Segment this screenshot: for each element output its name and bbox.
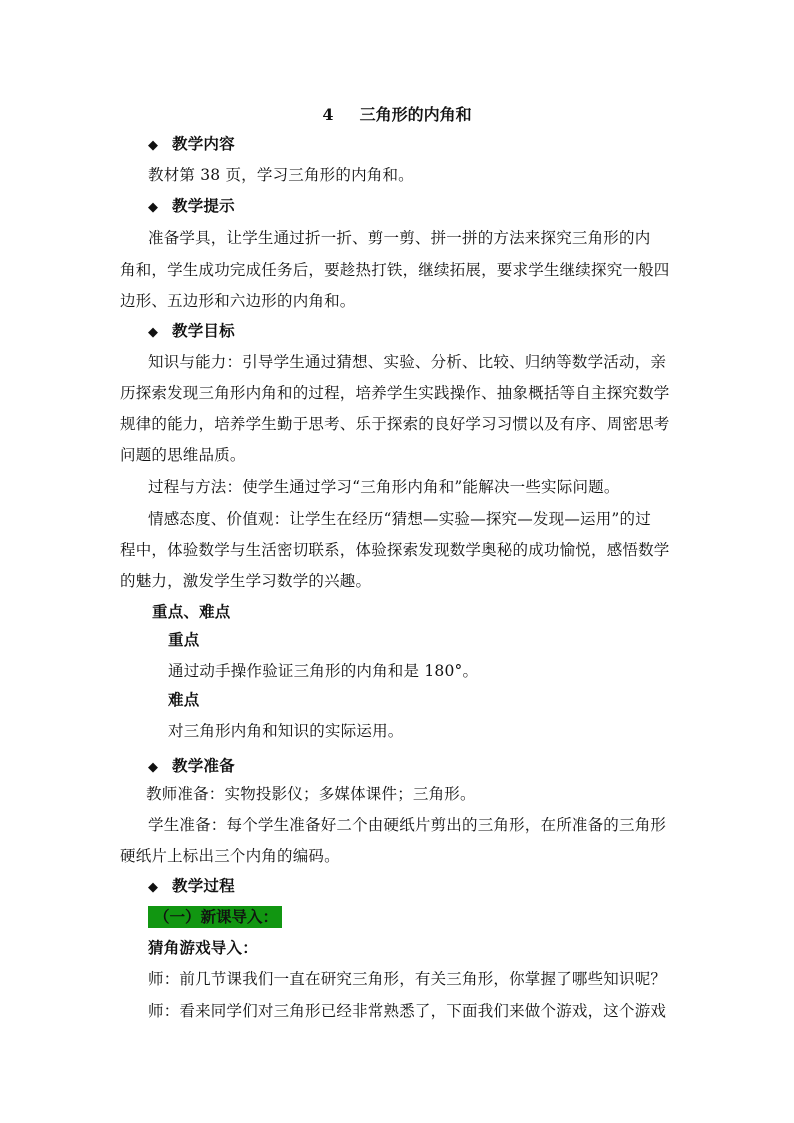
difficulty-label: 难点	[168, 690, 200, 709]
content-line: 教材第 38 页，学习三角形的内角和。	[148, 166, 414, 184]
heading-text: 教学内容	[172, 134, 235, 153]
goals-line: 问题的思维品质。	[120, 446, 246, 464]
new-lesson-banner: （一）新课导入：	[148, 906, 282, 928]
section-heading-process	[148, 876, 708, 898]
process-line: 师：看来同学们对三角形已经非常熟悉了，下面我们来做个游戏，这个游戏	[148, 1002, 667, 1020]
diamond-bullet-icon: ◆	[148, 138, 159, 153]
section-heading-prep	[148, 756, 708, 778]
diamond-bullet-icon: ◆	[148, 200, 159, 215]
tips-line: 角和，学生成功完成任务后，要趁热打铁，继续拓展，要求学生继续探究一般四	[120, 261, 670, 279]
title-text: 三角形的内角和	[359, 105, 472, 124]
prep-line: 学生准备：每个学生准备好二个由硬纸片剪出的三角形，在所准备的三角形	[148, 816, 667, 834]
section-heading-tips	[148, 196, 708, 218]
difficulty-text: 对三角形内角和知识的实际运用。	[168, 722, 404, 740]
heading-text: 教学提示	[172, 196, 235, 215]
process-line: 师：前几节课我们一直在研究三角形，有关三角形，你掌握了哪些知识呢？	[148, 970, 667, 988]
section-heading-key-points: 重点、难点	[152, 602, 231, 621]
goals-line: 历探索发现三角形内角和的过程，培养学生实践操作、抽象概括等自主探究数学	[120, 384, 670, 402]
section-heading-goals	[148, 321, 708, 343]
game-label: 猜角游戏导入：	[148, 938, 258, 957]
heading-text: 教学准备	[172, 756, 235, 775]
title-number: 4	[322, 105, 334, 124]
diamond-bullet-icon: ◆	[148, 880, 159, 895]
goals-line: 的魅力，激发学生学习数学的兴趣。	[120, 572, 372, 590]
key-label: 重点	[168, 630, 200, 649]
heading-text: 教学目标	[172, 321, 235, 340]
key-text: 通过动手操作验证三角形的内角和是 180°。	[168, 662, 479, 680]
prep-line: 教师准备：实物投影仪；多媒体课件；三角形。	[146, 785, 476, 803]
tips-line: 边形、五边形和六边形的内角和。	[120, 292, 356, 310]
tips-line: 准备学具，让学生通过折一折、剪一剪、拼一拼的方法来探究三角形的内	[148, 229, 651, 247]
goals-line: 情感态度、价值观：让学生在经历“猜想—实验—探究—发现—运用”的过	[148, 510, 651, 528]
prep-line: 硬纸片上标出三个内角的编码。	[120, 847, 340, 865]
heading-text: 教学过程	[172, 876, 235, 895]
goals-line: 知识与能力：引导学生通过猜想、实验、分析、比较、归纳等数学活动，亲	[148, 353, 667, 371]
diamond-bullet-icon: ◆	[148, 760, 159, 775]
section-heading-content	[148, 134, 708, 156]
goals-line: 规律的能力，培养学生勤于思考、乐于探索的良好学习习惯以及有序、周密思考	[120, 415, 670, 433]
page-title	[0, 102, 794, 125]
goals-line: 过程与方法：使学生通过学习“三角形内角和”能解决一些实际问题。	[148, 478, 620, 496]
goals-line: 程中，体验数学与生活密切联系，体验探索发现数学奥秘的成功愉悦，感悟数学	[120, 541, 670, 559]
diamond-bullet-icon: ◆	[148, 325, 159, 340]
